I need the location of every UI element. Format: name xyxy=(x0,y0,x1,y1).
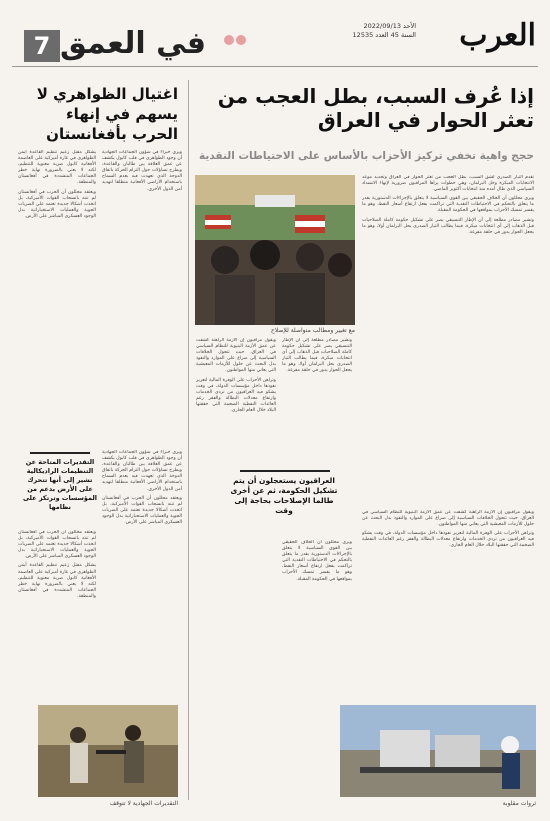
page-number: 7 xyxy=(24,30,60,62)
paragraph: ويقول مراقبون إن الأزمة الراهنة كشفت عن عمق الأزمة البنيوية للنظام السياسي في العراق، حيث تتحول الخلافات السياسية إلى صراع على الموارد والنفوذ بدل البحث عن حلول للأزمات المعيشية التي يعاني منها المواطنون. xyxy=(196,338,276,374)
paragraph: ويرى خبراء في شؤون الجماعات الجهادية أن وجود الظواهري في قلب كابول يكشف عن عمق العلاقة بين طالبان والقاعدة، ويطرح تساؤلات حول التزام الحركة باتفاق الدوحة الذي تعهدت فيه بعدم السماح باستخدام الأراضي الأفغانية منطلقا لتهديد أمن الدول الأخرى. xyxy=(102,150,182,192)
issue-meta xyxy=(336,22,416,40)
main-story-column-3 xyxy=(282,338,352,463)
side-story-column-2 xyxy=(102,150,182,440)
main-headline: إذا عُرف السبب، بطل العجب من تعثر الحوار في العراق xyxy=(217,84,534,132)
side-headline: اغتيال الظواهري لا يسهم في إنهاء الحرب بأفغانستان xyxy=(36,85,178,143)
paragraph: ويعتقد محللون أن الحرب في أفغانستان لم تنته بانسحاب القوات الأميركية، بل اتخذت أشكالا جديدة تعتمد على الضربات الجوية والعمليات الاستخباراتية بدل الوجود العسكري المباشر على الأرض. xyxy=(102,495,182,526)
main-story-column-1 xyxy=(362,175,534,505)
side-callout: التقديرات المتاحة عن التنظيمات الراديكالية تشير إلى أنها تتحرك على الأرض بدعم من المؤسسات وترتكز على نظامها xyxy=(22,458,98,511)
protest-photo xyxy=(195,175,355,325)
side-story-column-1 xyxy=(18,150,96,440)
side-photo-caption: التقديرات الجهادية لا تتوقف xyxy=(109,800,178,807)
main-story-column-5 xyxy=(362,510,534,700)
paragraph: ويعتقد محللون أن الحرب في أفغانستان لم تنته بانسحاب القوات الأميركية، بل اتخذت أشكالا جديدة تعتمد على الضربات الجوية والعمليات الاستخباراتية بدل الوجود العسكري المباشر على الأرض. xyxy=(18,530,96,560)
paragraph: تقدم التيار الصدري لشق السبب، بطل العجب من تعثر الحوار في العراق وتحديد موعد الانتخابات المبكرة وحل البرلمان، وهي خطوات يراها المراقبون ضرورية لإنهاء الانسداد السياسي الذي طال أمده منذ انتخابات أكتوبر الماضي. xyxy=(362,175,534,193)
section-title: في العمق xyxy=(60,26,207,61)
date-line: الأحد 2022/09/13 xyxy=(363,22,416,30)
paragraph: وتراهن الأحزاب على الوفرة المالية لتعزيز نفوذها داخل مؤسسات الدولة، في وقت يشكو فيه العراقيون من تردي الخدمات وارتفاع معدلات البطالة والفقر رغم العائدات النفطية الضخمة التي حققتها البلاد خلال العام الجاري. xyxy=(362,531,534,549)
main-photo-caption: مع تغيير ومطالب متواصلة للإصلاح xyxy=(270,327,355,334)
paragraph: ويعتقد محللون أن الحرب في أفغانستان لم تنته بانسحاب القوات الأميركية، بل اتخذت أشكالا جديدة تعتمد على الضربات الجوية والعمليات الاستخباراتية بدل الوجود العسكري المباشر على الأرض. xyxy=(18,189,96,219)
paragraph: وتشير مصادر مطلعة إلى أن الإطار التنسيقي يصر على تشكيل حكومة كاملة الصلاحيات قبل الذهاب إلى أي انتخابات مبكرة، فيما يطالب التيار الصدري بحل البرلمان أولا، وهو ما يجعل الحوار يدور في حلقة مفرغة. xyxy=(282,338,352,374)
side-story-column-4 xyxy=(102,450,182,695)
paragraph: يشكل مقتل زعيم تنظيم القاعدة أيمن الظواهري في غارة أميركية على العاصمة الأفغانية كابول ضربة معنوية للتنظيم، لكنه لا يعني بالضرورة نهاية خطر الجماعات المتشددة في أفغانستان والمنطقة. xyxy=(18,150,96,186)
paragraph: ويقول مراقبون إن الأزمة الراهنة كشفت عن عمق الأزمة البنيوية للنظام السياسي في العراق، حيث تتحول الخلافات السياسية إلى صراع على الموارد والنفوذ بدل البحث عن حلول للأزمات المعيشية التي يعاني منها المواطنون. xyxy=(362,510,534,528)
quote-marks-icon xyxy=(222,30,252,46)
main-story-column-4 xyxy=(282,540,352,700)
column-divider xyxy=(188,80,189,800)
paragraph: ويرى محللون أن الخلاف الحقيقي بين القوى السياسية لا يتعلق بالإجراءات الدستورية بقدر ما يتعلق بالتحكم في الاحتياطات النقدية التي تراكمت بفعل ارتفاع أسعار النفط، وهو ما يفسر تمسك الأحزاب بمواقعها في الحكومة المقبلة. xyxy=(282,540,352,582)
paragraph: ويرى محللون أن الخلاف الحقيقي بين القوى السياسية لا يتعلق بالإجراءات الدستورية بقدر ما يتعلق بالتحكم في الاحتياطات النقدية التي تراكمت بفعل ارتفاع أسعار النفط، وهو ما يفسر تمسك الأحزاب بمواقعها في الحكومة المقبلة. xyxy=(362,196,534,214)
main-story-column-2 xyxy=(196,338,276,698)
side-story-column-3 xyxy=(18,530,96,695)
newspaper-logo: العرب xyxy=(459,18,536,53)
paragraph: يشكل مقتل زعيم تنظيم القاعدة أيمن الظواهري في غارة أميركية على العاصمة الأفغانية كابول ضربة معنوية للتنظيم، لكنه لا يعني بالضرورة نهاية خطر الجماعات المتشددة في أفغانستان والمنطقة. xyxy=(18,563,96,599)
oil-photo-caption: ثروات مقلوبة xyxy=(502,800,536,807)
paragraph: ويرى خبراء في شؤون الجماعات الجهادية أن وجود الظواهري في قلب كابول يكشف عن عمق العلاقة بين طالبان والقاعدة، ويطرح تساؤلات حول التزام الحركة باتفاق الدوحة الذي تعهدت فيه بعدم السماح باستخدام الأراضي الأفغانية منطلقا لتهديد أمن الدول الأخرى. xyxy=(102,450,182,492)
main-callout: العراقيون يستعجلون أن يتم تشكيل الحكومة، ثم عن أخرى طالما الإصلاحات بحاجة إلى وقت xyxy=(230,476,338,515)
header-divider xyxy=(12,66,538,67)
paragraph: وتشير مصادر مطلعة إلى أن الإطار التنسيقي يصر على تشكيل حكومة كاملة الصلاحيات قبل الذهاب إلى أي انتخابات مبكرة، فيما يطالب التيار الصدري بحل البرلمان أولا، وهو ما يجعل الحوار يدور في حلقة مفرغة. xyxy=(362,217,534,235)
side-callout-bar xyxy=(30,452,90,454)
fighters-photo xyxy=(38,705,178,797)
main-subheadline: حجج واهية تخفي تركيز الأحزاب بالأساس على الاحتياطات النقدية xyxy=(199,150,534,162)
paragraph: وتراهن الأحزاب على الوفرة المالية لتعزيز نفوذها داخل مؤسسات الدولة، في وقت يشكو فيه العراقيون من تردي الخدمات وارتفاع معدلات البطالة والفقر رغم العائدات النفطية الضخمة التي حققتها البلاد خلال العام الجاري. xyxy=(196,377,276,414)
masthead xyxy=(336,14,536,58)
oil-storage-photo xyxy=(340,705,536,797)
issue-line: السنة 45 العدد 12535 xyxy=(352,31,416,39)
